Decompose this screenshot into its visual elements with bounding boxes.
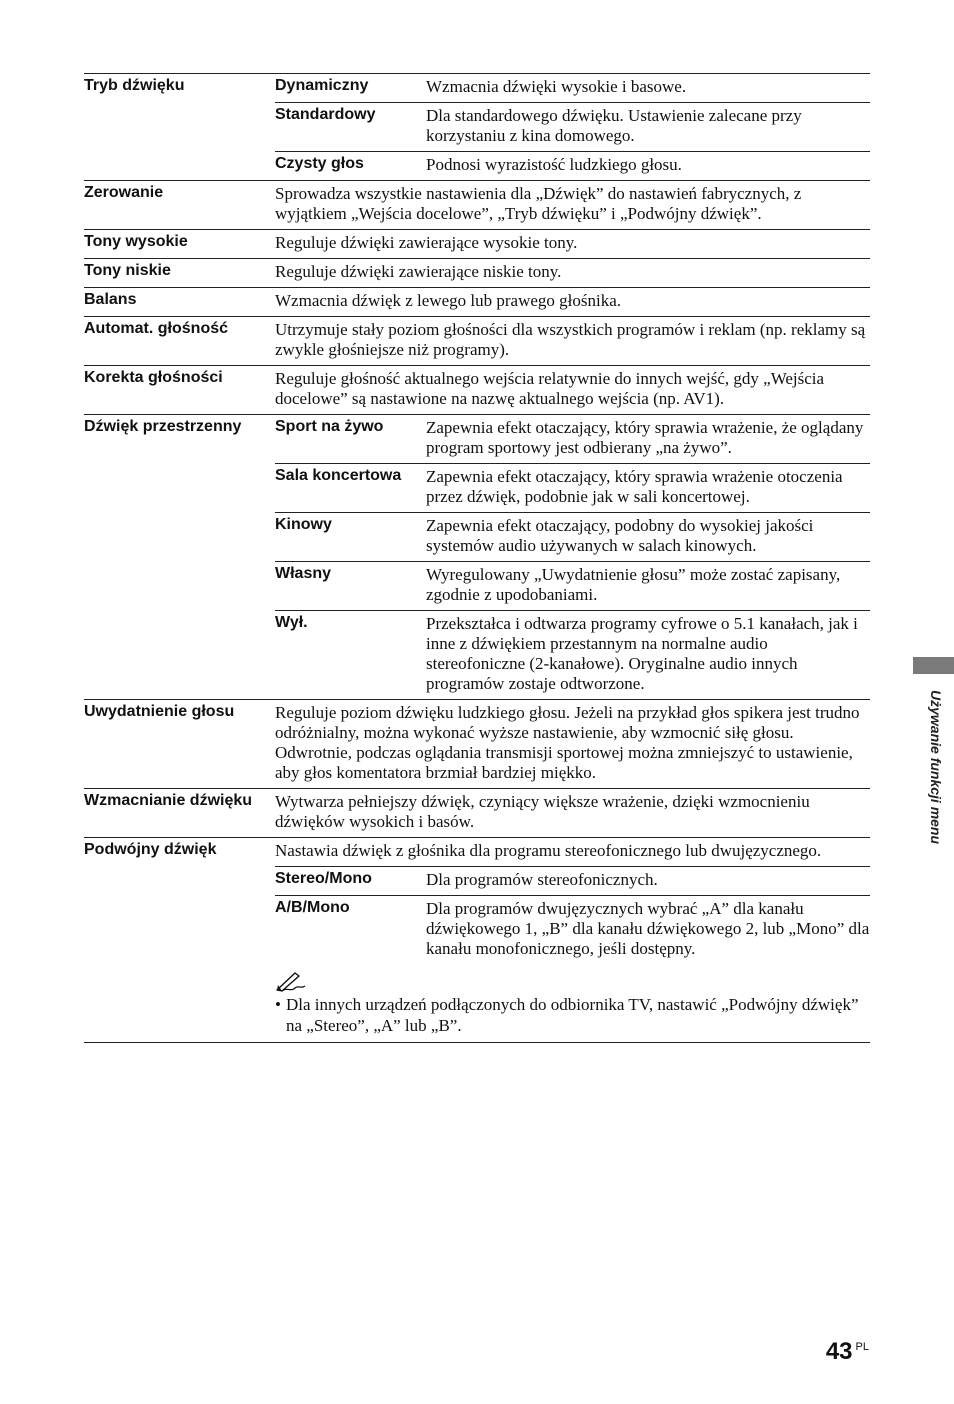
- setting-label: Automat. głośność: [84, 320, 229, 337]
- sound-settings-table: [84, 73, 870, 1043]
- sub-option-row: [275, 415, 870, 463]
- setting-label: Podwójny dźwięk: [84, 841, 217, 858]
- setting-label: Uwydatnienie głosu: [84, 703, 235, 720]
- setting-description: Wzmacnia dźwięk z lewego lub prawego głośnika.: [275, 291, 622, 310]
- sub-option-description: Zapewnia efekt otaczający, który sprawia wrażenie, że oglądany program sportowy jest odbierany „na żywo”.: [426, 418, 864, 457]
- sub-option-row: [275, 561, 870, 610]
- sub-option-label: Sport na żywo: [275, 418, 384, 435]
- bullet-icon: •: [275, 995, 281, 1014]
- sub-option-label: Kinowy: [275, 516, 332, 533]
- table-row: [84, 230, 870, 259]
- sub-option-description: Wzmacnia dźwięki wysokie i basowe.: [426, 77, 687, 96]
- setting-description: Utrzymuje stały poziom głośności dla wszystkich programów i reklam (np. reklamy są zwykle głośniejsze niż programy).: [275, 320, 866, 359]
- sub-option-description: Podnosi wyrazistość ludzkiego głosu.: [426, 155, 682, 174]
- page-number-value: 43: [825, 1338, 853, 1365]
- setting-description: Reguluje głośność aktualnego wejścia relatywnie do innych wejść, gdy „Wejścia docelowe” są nastawione na nazwę aktualnego wejścia (np. AV1).: [275, 369, 825, 408]
- table-row: [84, 415, 870, 700]
- sub-option-description: Dla standardowego dźwięku. Ustawienie zalecane przy korzystaniu z kina domowego.: [426, 106, 802, 145]
- sub-option-label: Wył.: [275, 614, 308, 631]
- note-body: Dla innych urządzeń podłączonych do odbiornika TV, nastawić „Podwójny dźwięk” na „Stereo”, „A” lub „B”.: [286, 995, 859, 1035]
- sub-option-row: [275, 74, 870, 102]
- side-tab-text: Używanie funkcji menu: [928, 690, 944, 845]
- table-row: [84, 789, 870, 838]
- side-tab-label: [925, 690, 945, 890]
- sub-option-label: Własny: [275, 565, 332, 582]
- table-row: [84, 838, 870, 1043]
- setting-description: Reguluje poziom dźwięku ludzkiego głosu. Jeżeli na przykład głos spikera jest trudno odróżnialny, można wykonać wyższe nastawienie, aby wzmocnić siłę głosu. Odwrotnie, podczas oglądania transmisji sportowej można zmniejszyć to ustawienie, aby głos komentatora brzmiał bardziej miękko.: [275, 703, 860, 782]
- table-row: [84, 181, 870, 230]
- setting-description: Reguluje dźwięki zawierające wysokie tony.: [275, 233, 578, 252]
- setting-label: Balans: [84, 291, 137, 308]
- side-tab-marker: [913, 657, 954, 674]
- setting-label: Zerowanie: [84, 184, 164, 201]
- sub-option-label: A/B/Mono: [275, 899, 350, 916]
- sub-option-description: Zapewnia efekt otaczający, podobny do wysokiej jakości systemów audio używanych w salach kinowych.: [426, 516, 814, 555]
- sub-options: [275, 838, 870, 1042]
- sub-option-row: [275, 512, 870, 561]
- note-text: [275, 994, 870, 1036]
- table-row: [84, 74, 870, 181]
- sub-option-row: [275, 151, 870, 180]
- setting-label: Dźwięk przestrzenny: [84, 418, 242, 435]
- pencil-note-icon: [275, 970, 307, 992]
- table-row: [84, 366, 870, 415]
- sub-option-description: Dla programów dwujęzycznych wybrać „A” dla kanału dźwiękowego 1, „B” dla kanału dźwiękowego 2, lub „Mono” dla kanału monofonicznego, jeśli dostępny.: [426, 899, 870, 958]
- note: [275, 964, 870, 1042]
- setting-label: Korekta głośności: [84, 369, 223, 386]
- sub-option-label: Sala koncertowa: [275, 467, 402, 484]
- sub-option-row: [275, 866, 870, 895]
- sub-option-description: Zapewnia efekt otaczający, który sprawia wrażenie otoczenia przez dźwięk, podobnie jak w sali koncertowej.: [426, 467, 843, 506]
- sub-option-label: Dynamiczny: [275, 77, 369, 94]
- setting-description: Nastawia dźwięk z głośnika dla programu stereofonicznego lub dwujęzycznego.: [275, 841, 822, 860]
- table-row: [84, 700, 870, 789]
- setting-label: Wzmacnianie dźwięku: [84, 792, 253, 809]
- sub-option-label: Czysty głos: [275, 155, 364, 172]
- sub-option-label: Stereo/Mono: [275, 870, 372, 887]
- setting-description: Wytwarza pełniejszy dźwięk, czyniący większe wrażenie, dzięki wzmocnieniu dźwięków wysokich i basów.: [275, 792, 810, 831]
- table-row: [84, 317, 870, 366]
- table-row: [84, 259, 870, 288]
- setting-label: Tony wysokie: [84, 233, 188, 250]
- setting-description: Reguluje dźwięki zawierające niskie tony.: [275, 262, 562, 281]
- sub-options: [275, 74, 870, 180]
- sub-option-row: [275, 610, 870, 699]
- sub-options: [275, 415, 870, 699]
- setting-label: Tony niskie: [84, 262, 171, 279]
- sub-option-row: [275, 102, 870, 151]
- setting-label: Tryb dźwięku: [84, 77, 185, 94]
- setting-description: Sprowadza wszystkie nastawienia dla „Dźwięk” do nastawień fabrycznych, z wyjątkiem „Wejścia docelowe”, „Tryb dźwięku” i „Podwójny dźwięk”.: [275, 184, 802, 223]
- table-row: [84, 288, 870, 317]
- page-number: [826, 1338, 869, 1366]
- sub-option-row: [275, 463, 870, 512]
- sub-option-description: Dla programów stereofonicznych.: [426, 870, 658, 889]
- sub-option-row: [275, 895, 870, 964]
- sub-option-description: Wyregulowany „Uwydatnienie głosu” może zostać zapisany, zgodnie z upodobaniami.: [426, 565, 841, 604]
- sub-option-description: Przekształca i odtwarza programy cyfrowe o 5.1 kanałach, jak i inne z dźwiękiem przestannym na normalne audio stereofoniczne (2-kanałowe). Oryginalne audio innych programów zostaje odtworzone.: [426, 614, 858, 693]
- page-language: PL: [855, 1341, 869, 1353]
- sub-option-label: Standardowy: [275, 106, 376, 123]
